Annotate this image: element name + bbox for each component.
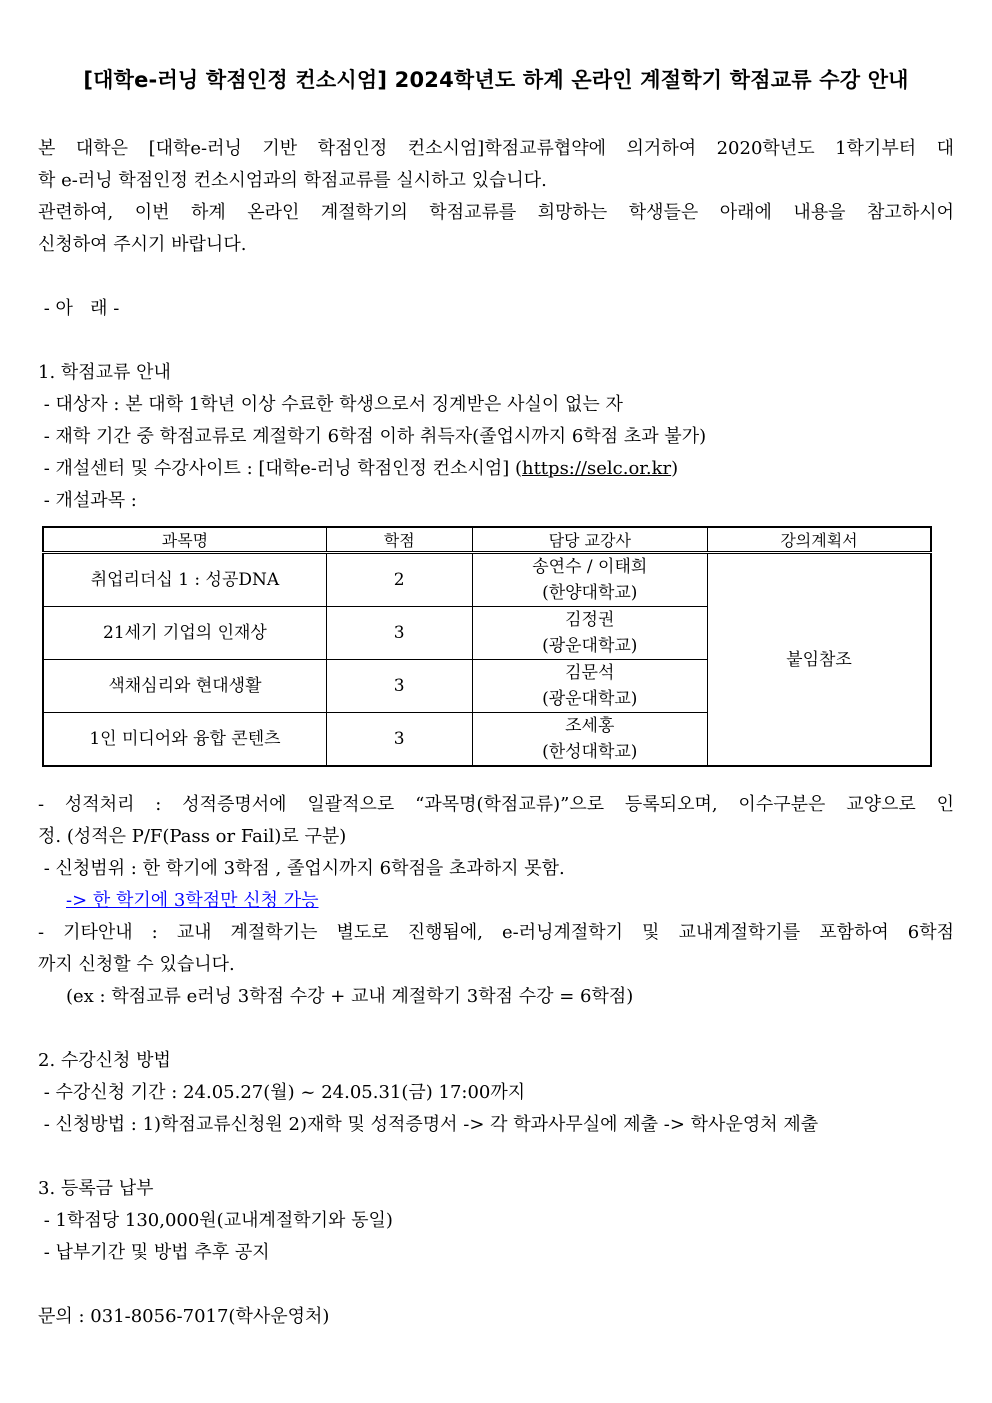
course-credit: 3 — [326, 660, 472, 713]
section2-period: - 수강신청 기간 : 24.05.27(월) ~ 24.05.31(금) 17:00까지 — [38, 1082, 526, 1103]
range-note-wrap — [66, 890, 319, 912]
table-header-row — [43, 527, 931, 553]
center-prefix: - 개설센터 및 수강사이트 : [대학e-러닝 학점인정 컨소시엄] ( — [38, 458, 522, 479]
intro-p1-line1: 본 대학은 [대학e-러닝 기반 학점인정 컨소시엄]학점교류협약에 의거하여 2020학년도 1학기부터 대 — [38, 138, 954, 159]
course-name: 색채심리와 현대생활 — [43, 660, 326, 713]
section1-heading: 1. 학점교류 안내 — [38, 362, 171, 383]
instructor-name: 김정권 — [565, 610, 615, 630]
course-instructor — [472, 553, 707, 607]
course-name: 취업리더십 1 : 성공DNA — [43, 553, 326, 607]
notice-heading: - 아 래 - — [38, 298, 120, 319]
instructor-school: (광운대학교) — [542, 689, 638, 709]
course-credit: 3 — [326, 713, 472, 767]
table-row — [43, 553, 931, 607]
instructor-school: (한성대학교) — [542, 742, 638, 762]
course-instructor — [472, 713, 707, 767]
document-title: [대학e-러닝 학점인정 컨소시엄] 2024학년도 하계 온라인 계절학기 학점교류 수강 안내 — [83, 68, 909, 92]
etc-line1: - 기타안내 : 교내 계절학기는 별도로 진행됨에, e-러닝계절학기 및 교내계절학기를 포함하여 6학점 — [38, 922, 954, 943]
course-name: 21세기 기업의 인재상 — [43, 607, 326, 660]
section3-schedule: - 납부기간 및 방법 추후 공지 — [38, 1242, 270, 1263]
course-table — [42, 526, 932, 767]
section2-method: - 신청방법 : 1)학점교류신청원 2)재학 및 성적증명서 -> 각 학과사무실에 제출 -> 학사운영처 제출 — [38, 1114, 819, 1135]
intro-p1-line2: 학 e-러닝 학점인정 컨소시엄과의 학점교류를 실시하고 있습니다. — [38, 170, 547, 191]
instructor-name: 송연수 / 이태희 — [532, 557, 648, 577]
header-course-name: 과목명 — [43, 527, 326, 553]
course-name: 1인 미디어와 융합 콘텐츠 — [43, 713, 326, 767]
instructor-name: 조세홍 — [565, 716, 615, 736]
section1-limit: - 재학 기간 중 학점교류로 계절학기 6학점 이하 취득자(졸업시까지 6학점 초과 불가) — [38, 426, 707, 447]
header-instructor: 담당 교강사 — [472, 527, 707, 553]
etc-line2: 까지 신청할 수 있습니다. — [38, 954, 235, 975]
instructor-school: (광운대학교) — [542, 636, 638, 656]
course-instructor — [472, 607, 707, 660]
header-syllabus: 강의계획서 — [707, 527, 931, 553]
example-line: (ex : 학점교류 e러닝 3학점 수강 + 교내 계절학기 3학점 수강 = 6학점) — [66, 986, 634, 1007]
intro-p2-line2: 신청하여 주시기 바랍니다. — [38, 234, 247, 255]
instructor-name: 김문석 — [565, 663, 615, 683]
section3-heading: 3. 등록금 납부 — [38, 1178, 154, 1199]
course-instructor — [472, 660, 707, 713]
instructor-school: (한양대학교) — [542, 583, 638, 603]
grade-line2: 정. (성적은 P/F(Pass or Fail)로 구분) — [38, 826, 347, 847]
intro-p2-line1: 관련하여, 이번 하계 온라인 계절학기의 학점교류를 희망하는 학생들은 아래에 내용을 참고하시어 — [38, 202, 954, 223]
section1-center — [38, 458, 678, 480]
syllabus-cell: 붙임참조 — [707, 553, 931, 767]
section2-heading: 2. 수강신청 방법 — [38, 1050, 171, 1071]
course-credit: 2 — [326, 553, 472, 607]
section1-courses-label: - 개설과목 : — [38, 490, 137, 511]
section1-target: - 대상자 : 본 대학 1학년 이상 수료한 학생으로서 징계받은 사실이 없는 자 — [38, 394, 623, 415]
header-credit: 학점 — [326, 527, 472, 553]
selc-site-link[interactable]: https://selc.or.kr — [521, 458, 672, 479]
section3-fee: - 1학점당 130,000원(교내계절학기와 동일) — [38, 1210, 393, 1231]
grade-line1: - 성적처리 : 성적증명서에 일괄적으로 “과목명(학점교류)”으로 등록되오며, 이수구분은 교양으로 인 — [38, 794, 954, 815]
range-line: - 신청범위 : 한 학기에 3학점 , 졸업시까지 6학점을 초과하지 못함. — [38, 858, 565, 879]
range-note: -> 한 학기에 3학점만 신청 가능 — [66, 890, 319, 911]
course-credit: 3 — [326, 607, 472, 660]
contact-line: 문의 : 031-8056-7017(학사운영처) — [38, 1306, 330, 1327]
center-suffix: ) — [671, 458, 679, 479]
